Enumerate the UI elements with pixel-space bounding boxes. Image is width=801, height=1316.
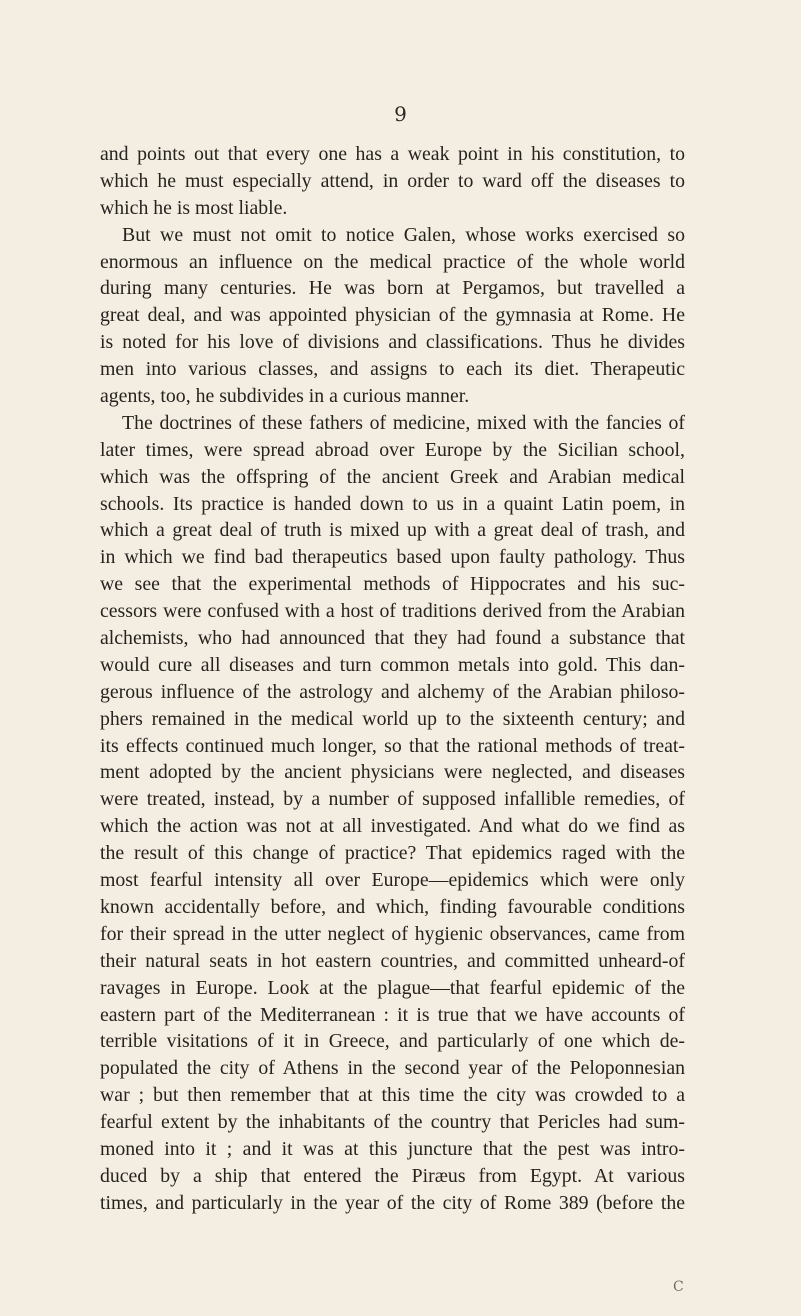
text-line: ravages in Europe. Look at the plague—that fearful epidemic of the [100,976,685,999]
text-line: terrible visitations of it in Greece, and particularly of one which de- [100,1030,685,1053]
text-line: alchemists, who had announced that they had found a substance that [100,627,685,650]
text-line: for their spread in the utter neglect of hygienic observances, came from [100,922,685,945]
text-line: schools. Its practice is handed down to us in a quaint Latin poem, in [100,492,685,515]
text-line: which he is most liable. [100,196,288,219]
text-line: cessors were confused with a host of traditions derived from the Arabian [100,600,685,623]
text-line: its effects continued much longer, so that the rational methods of treat- [100,734,685,757]
text-line: agents, too, he subdivides in a curious manner. [100,385,470,408]
text-line: which he must especially attend, in order to ward off the diseases to [100,169,685,192]
page-number: 9 [394,102,407,126]
text-line: their natural seats in hot eastern countries, and committed unheard-of [100,949,685,972]
body-text [100,141,685,1217]
text-line: we see that the experimental methods of Hippocrates and his suc- [100,573,685,596]
text-line: But we must not omit to notice Galen, whose works exercised so [122,223,685,246]
text-line: eastern part of the Mediterranean : it is true that we have accounts of [100,1003,685,1026]
text-line: times, and particularly in the year of the city of Rome 389 (before the [100,1191,685,1214]
text-line: fearful extent by the inhabitants of the country that Pericles had sum- [100,1111,685,1134]
text-line: which a great deal of truth is mixed up with a great deal of trash, and [100,519,685,542]
text-line: known accidentally before, and which, finding favourable conditions [100,895,685,918]
text-line: and points out that every one has a weak point in his constitution, to [100,143,685,165]
text-line: moned into it ; and it was at this juncture that the pest was intro- [100,1137,685,1160]
text-line: great deal, and was appointed physician of the gymnasia at Rome. He [100,304,685,327]
text-line: during many centuries. He was born at Pergamos, but travelled a [100,277,685,300]
text-line: phers remained in the medical world up to the sixteenth century; and [100,707,685,730]
text-line: war ; but then remember that at this time the city was crowded to a [100,1084,685,1107]
text-line: populated the city of Athens in the second year of the Peloponnesian [100,1057,685,1080]
text-line: which the action was not at all investigated. And what do we find as [100,815,685,838]
text-line: would cure all diseases and turn common metals into gold. This dan- [100,653,685,676]
text-line: which was the offspring of the ancient Greek and Arabian medical [100,465,685,488]
text-line: later times, were spread abroad over Europe by the Sicilian school, [100,438,685,461]
text-line: the result of this change of practice? That epidemics raged with the [100,842,685,865]
text-line: in which we find bad therapeutics based upon faulty pathology. Thus [100,546,685,569]
text-line: enormous an influence on the medical practice of the whole world [100,250,685,273]
text-line: duced by a ship that entered the Piræus from Egypt. At various [100,1164,685,1187]
text-line: gerous influence of the astrology and alchemy of the Arabian philoso- [100,680,685,703]
text-line: were treated, instead, by a number of supposed infallible remedies, of [100,788,685,811]
signature-mark: C [673,1279,684,1295]
text-line: men into various classes, and assigns to each its diet. Therapeutic [100,358,685,381]
text-line: ment adopted by the ancient physicians were neglected, and diseases [100,761,685,784]
text-line: most fearful intensity all over Europe—epidemics which were only [100,869,685,892]
text-line: The doctrines of these fathers of medicine, mixed with the fancies of [122,411,685,434]
text-line: is noted for his love of divisions and classifications. Thus he divides [100,331,685,354]
